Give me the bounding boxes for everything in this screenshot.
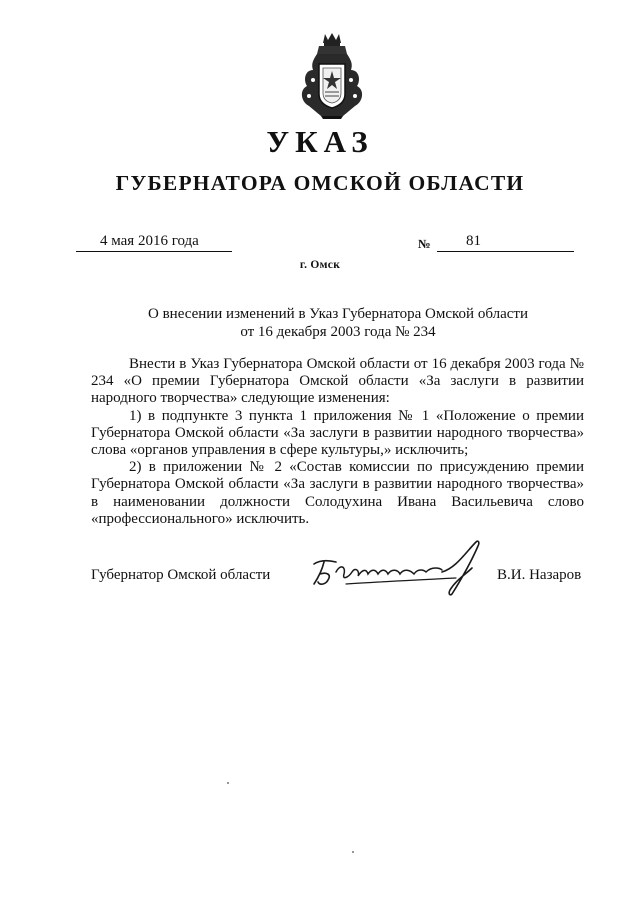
- subject-line-1: О внесении изменений в Указ Губернатора Омской области: [148, 306, 528, 322]
- document-body: [91, 356, 584, 528]
- signatory-position: Губернатор Омской области: [91, 567, 271, 583]
- document-subtitle: ГУБЕРНАТОРА ОМСКОЙ ОБЛАСТИ: [115, 171, 525, 195]
- scan-speck: [352, 851, 354, 853]
- body-paragraph-1: Внести в Указ Губернатора Омской области от 16 декабря 2003 года № 234 «О премии Губернатора Омской области «За заслуги в развитии народного творчества» следующие изменения:: [91, 356, 584, 407]
- scan-speck: [227, 782, 229, 784]
- document-subject: [0, 305, 640, 341]
- number-label: №: [418, 237, 431, 251]
- number-value: 81: [466, 233, 481, 249]
- handwritten-signature: [306, 538, 486, 598]
- omsk-coat-of-arms-icon: [295, 30, 369, 120]
- subject-line-2: от 16 декабря 2003 года № 234: [240, 324, 436, 340]
- date-value: 4 мая 2016 года: [100, 233, 199, 249]
- number-field: [437, 233, 574, 252]
- date-field: [76, 233, 232, 252]
- signatory-name: В.И. Назаров: [497, 567, 582, 583]
- document-title: УКАЗ: [266, 124, 374, 159]
- body-paragraph-3: 2) в приложении № 2 «Состав комиссии по присуждению премии Губернатора Омской области «За заслуги в развитии народного творчества» в наименовании должности Солодухина Ивана Васильевича слово «профессионального» исключить.: [91, 459, 584, 527]
- city-label: г. Омск: [299, 259, 341, 271]
- body-paragraph-2: 1) в подпункте 3 пункта 1 приложения № 1 «Положение о премии Губернатора Омской области «За заслуги в развитии народного творчества» слова «органов управления в сфере культуры,» исключить;: [91, 407, 584, 459]
